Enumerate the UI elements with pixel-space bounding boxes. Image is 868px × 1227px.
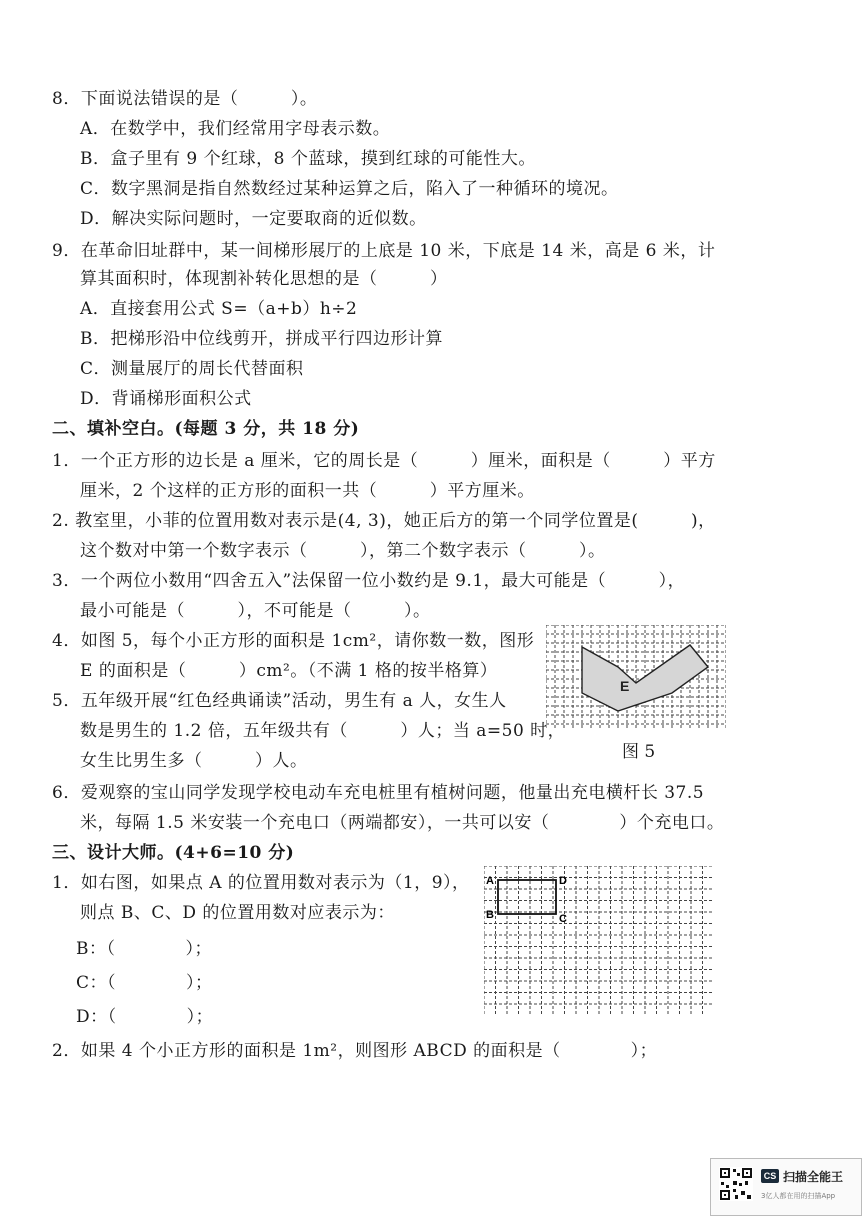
q8-option-a: A．在数学中，我们经常用字母表示数。 — [80, 119, 391, 139]
coordinate-grid — [484, 866, 712, 1014]
s3-q1-line2: 则点 B、C、D 的位置用数对应表示为： — [80, 903, 395, 923]
q9-stem-line1: 9．在革命旧址群中，某一间梯形展厅的上底是 10 米，下底是 14 米，高是 6 米，计 — [52, 241, 716, 261]
s2-q3-line1: 3．一个两位小数用“四舍五入”法保留一位小数约是 9.1，最大可能是（ ）， — [52, 571, 686, 591]
point-a-label: A — [486, 875, 494, 887]
camscanner-logo-icon: CS — [761, 1169, 779, 1183]
s2-q3-line2: 最小可能是（ ），不可能是（ ）。 — [80, 601, 431, 621]
s2-q2-line1: 2. 教室里，小菲的位置用数对表示是(4, 3)，她正后方的第一个同学位置是( )， — [52, 511, 716, 531]
q8-option-c: C．数字黑洞是指自然数经过某种运算之后，陷入了一种循环的境况。 — [80, 179, 619, 199]
s2-q5-line1: 5．五年级开展“红色经典诵读”活动，男生有 a 人，女生人 — [52, 691, 507, 711]
scanner-watermark-badge — [710, 1158, 862, 1216]
s2-q4-line2: E 的面积是（ ）cm²。（不满 1 格的按半格算） — [80, 661, 498, 681]
q9-option-b: B．把梯形沿中位线剪开，拼成平行四边形计算 — [80, 329, 443, 349]
figure-5-grid — [546, 625, 726, 729]
badge-app-name: 扫描全能王 — [783, 1170, 844, 1184]
s2-q5-line3: 女生比男生多（ ）人。 — [80, 751, 308, 771]
point-b-label: B — [486, 909, 494, 921]
figure-5-caption: 图 5 — [622, 742, 656, 762]
s2-q4-line1: 4．如图 5，每个小正方形的面积是 1cm²，请你数一数，图形 — [52, 631, 535, 651]
section2-title: 二、填补空白。(每题 3 分，共 18 分) — [52, 419, 360, 439]
badge-tagline: 3亿人都在用的扫描App — [761, 1192, 836, 1200]
q8-option-d: D．解决实际问题时，一定要取商的近似数。 — [80, 209, 427, 229]
s2-q2-line2: 这个数对中第一个数字表示（ ），第二个数字表示（ ）。 — [80, 541, 606, 561]
point-c-label: C — [559, 913, 567, 925]
q8-option-b: B．盒子里有 9 个红球，8 个蓝球，摸到红球的可能性大。 — [80, 149, 536, 169]
figure-5-shape-label: E — [620, 678, 630, 694]
qr-code-icon — [719, 1167, 753, 1201]
s2-q6-line1: 6．爱观察的宝山同学发现学校电动车充电桩里有植树问题，他量出充电横杆长 37.5 — [52, 783, 705, 803]
q9-option-a: A．直接套用公式 S=（a+b）h÷2 — [80, 299, 358, 319]
q9-stem-line2: 算其面积时，体现割补转化思想的是（ ） — [80, 269, 448, 289]
q9-option-d: D．背诵梯形面积公式 — [80, 389, 252, 409]
s3-q1-line1: 1．如右图，如果点 A 的位置用数对表示为（1，9）， — [52, 873, 470, 893]
point-d-label: D — [559, 875, 567, 887]
s3-answer-b: B：（ ）； — [76, 939, 212, 959]
s2-q6-line2: 米，每隔 1.5 米安装一个充电口（两端都安），一共可以安（ ）个充电口。 — [80, 813, 725, 833]
section3-title: 三、设计大师。(4+6=10 分) — [52, 843, 295, 863]
q8-stem: 8．下面说法错误的是（ ）。 — [52, 89, 318, 109]
figure-5-shape-e — [582, 645, 708, 711]
s3-answer-c: C：（ ）； — [76, 973, 213, 993]
s3-answer-d: D：（ ）； — [76, 1007, 214, 1027]
s2-q1-line1: 1．一个正方形的边长是 a 厘米，它的周长是（ ）厘米，面积是（ ）平方 — [52, 451, 716, 471]
s3-q2-line1: 2．如果 4 个小正方形的面积是 1m²，则图形 ABCD 的面积是（ ）； — [52, 1041, 658, 1061]
s2-q5-line2: 数是男生的 1.2 倍，五年级共有（ ）人；当 a=50 时， — [80, 721, 566, 741]
q9-option-c: C．测量展厅的周长代替面积 — [80, 359, 304, 379]
s2-q1-line2: 厘米，2 个这样的正方形的面积一共（ ）平方厘米。 — [80, 481, 535, 501]
